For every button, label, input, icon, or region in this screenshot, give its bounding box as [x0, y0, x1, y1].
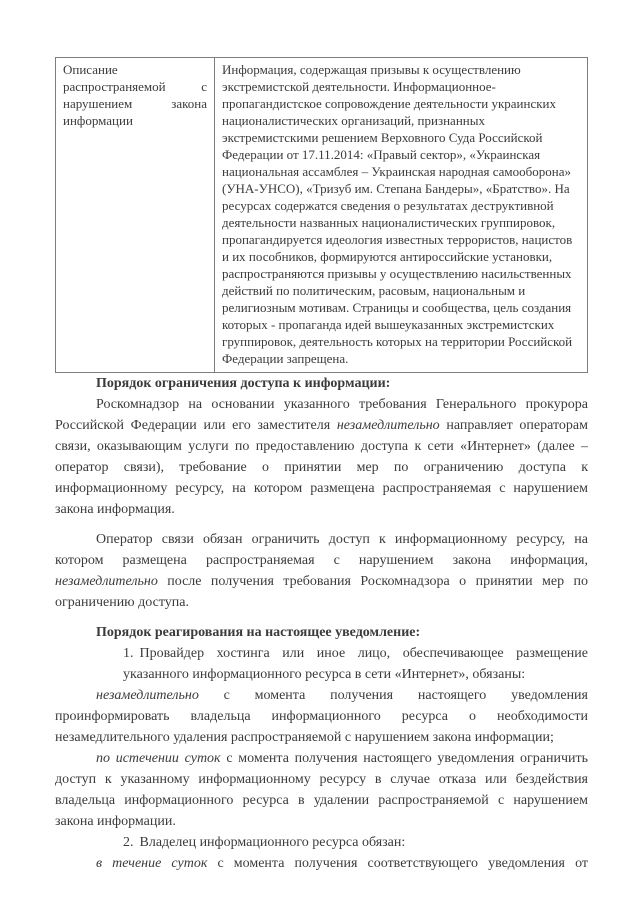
- list-item-number: 1.: [123, 646, 134, 661]
- table-cell-description-value: Информация, содержащая призывы к осуществлению экстремистской деятельности. Информационное-пропагандистское сопровождение деятельности украинских националистических организаций, признанных экстремистскими решением Верховного Суда Российской Федерации от 17.11.2014: «Правый сектор», «Украинская национальная ассамблея – Украинская народная самооборона» (УНА-УНСО), «Тризуб им. Степана Бандеры», «Братство». На ресурсах содержатся сведения о результатах деструктивной деятельности названных националистических группировок, пропагандируется идеология известных террористов, нацистов и их пособников, формируются антироссийские установки, распространяются призывы у осуществлению насильственных действий по политическим, расовым, национальным и религиозным мотивам. Страницы и сообщества, цель создания которых - пропаганда идей вышеуказанных экстремистских группировок, деятельность которых на территории Российской Федерации запрещена.: [215, 58, 588, 373]
- section-heading-response-procedure: Порядок реагирования на настоящее уведомление:: [96, 625, 421, 640]
- table-row: [56, 58, 588, 373]
- document-body: [55, 373, 588, 874]
- subparagraph-restrict-access: по истечении суток с момента получения настоящего уведомления ограничить доступ к указанному информационному ресурсу в случае отказа или бездействия владельца информационного ресурса в удалении распространяемой с нарушением закона информации.: [55, 751, 588, 829]
- section-heading-access-restriction: Порядок ограничения доступа к информации:: [96, 376, 391, 391]
- paragraph-roskomnadzor-requirement: Роскомнадзор на основании указанного требования Генерального прокурора Российской Федерации или его заместителя незамедлительно направляет операторам связи, оказывающим услуги по предоставлению доступа к сети «Интернет» (далее – оператор связи), требование о принятии мер по ограничению доступа к информационному ресурсу, на котором размещена распространяемая с нарушением закона информация.: [55, 397, 588, 517]
- list-item-text: Провайдер хостинга или иное лицо, обеспечивающее размещение указанного информационного ресурса в сети «Интернет», обязаны:: [123, 646, 588, 682]
- list-item-text: Владелец информационного ресурса обязан:: [139, 835, 406, 850]
- list-item-number: 2.: [123, 835, 134, 850]
- info-table: [55, 57, 588, 373]
- list-item-resource-owner: [55, 832, 588, 853]
- list-item-hosting-provider: [55, 643, 588, 685]
- subparagraph-inform-owner: незамедлительно с момента получения настоящего уведомления проинформировать владельца информационного ресурса о необходимости незамедлительного удаления распространяемой с нарушением закона информации;: [55, 688, 588, 745]
- table-cell-description-label: Описание распространяемой с нарушением закона информации: [56, 58, 215, 373]
- subparagraph-owner-deadline: в течение суток с момента получения соответствующего уведомления от: [96, 856, 588, 871]
- paragraph-operator-obligation: Оператор связи обязан ограничить доступ к информационному ресурсу, на котором размещена распространяемая с нарушением закона информация, незамедлительно после получения требования Роскомнадзора о принятии мер по ограничению доступа.: [55, 532, 588, 610]
